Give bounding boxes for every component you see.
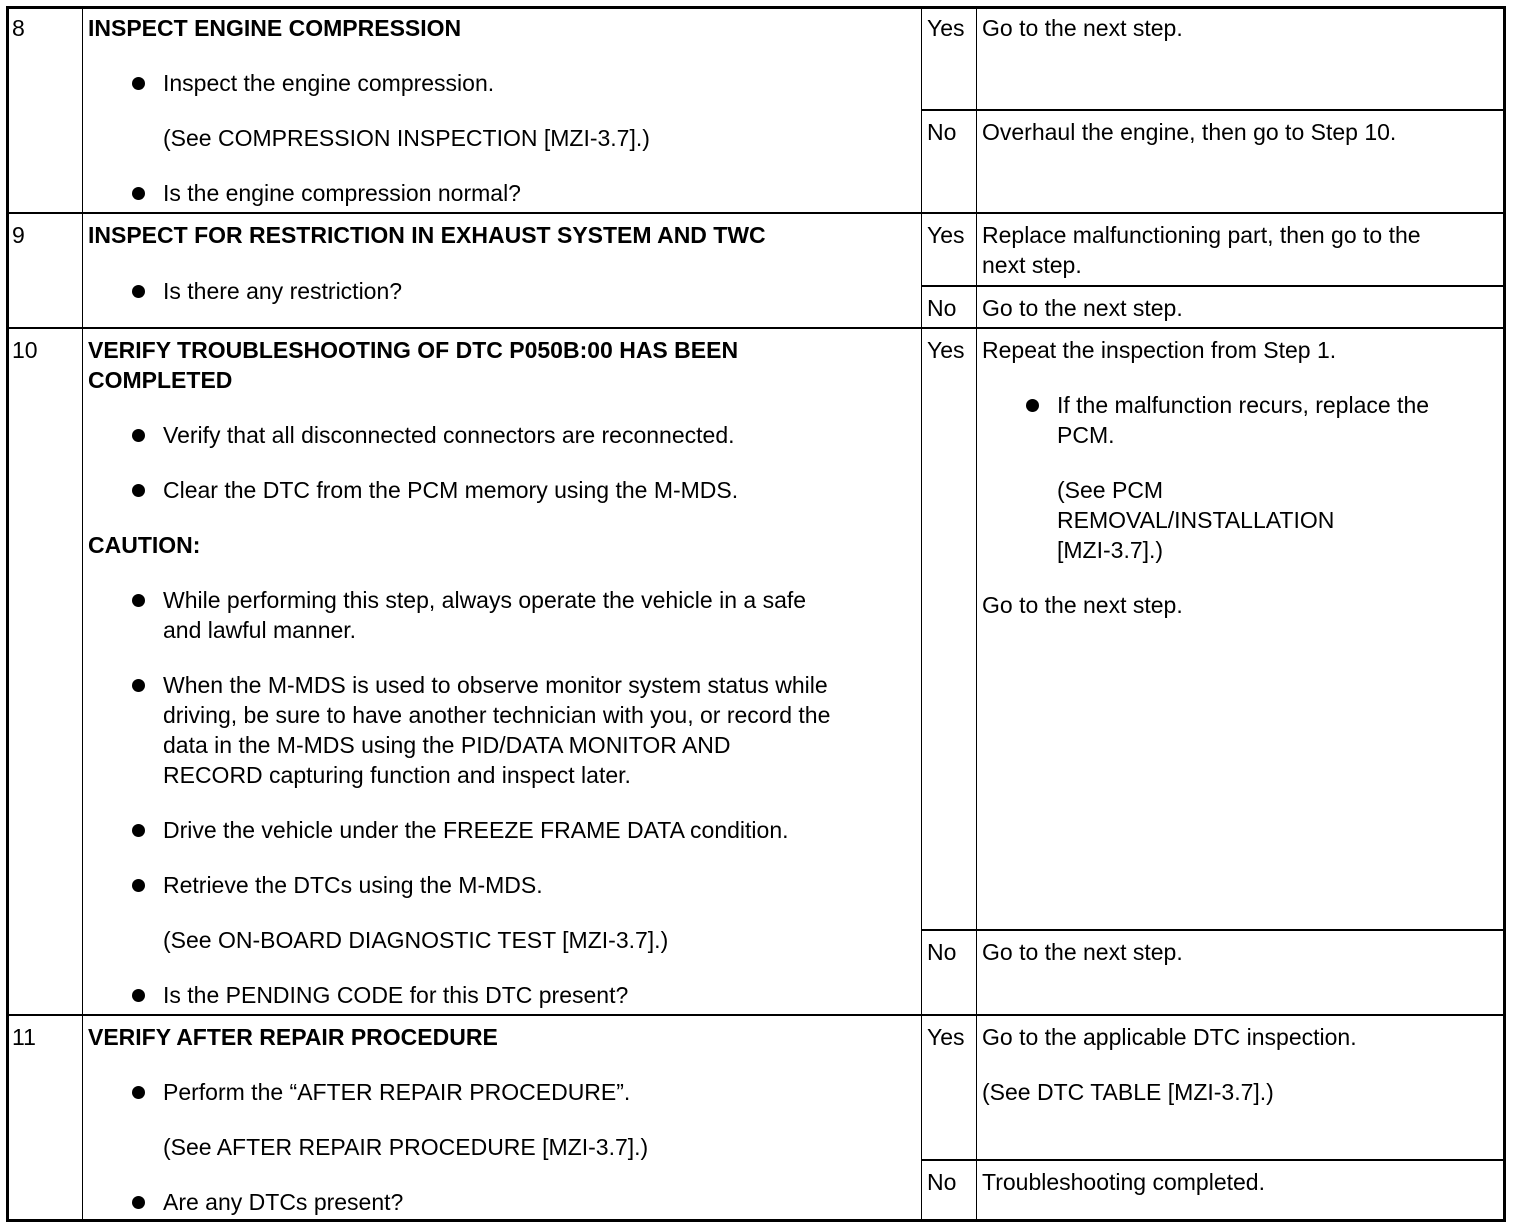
caution-item: driving, be sure to have another technician with you, or record the [163,702,831,728]
bullet-icon [1026,399,1039,412]
step-item: Verify that all disconnected connectors are reconnected. [163,422,735,448]
yes-action: Replace malfunctioning part, then go to the [982,222,1421,248]
yes-label: Yes [927,1024,965,1050]
yes-reference: REMOVAL/INSTALLATION [1057,507,1335,533]
bullet-icon [132,594,145,607]
yes-label: Yes [927,15,965,41]
divider-num-col [82,8,83,1221]
step-number: 11 [12,1024,36,1050]
bullet-icon [132,77,145,90]
divider-step-col [921,8,922,1221]
yes-no-separator [922,109,1505,111]
yes-no-separator [922,929,1505,931]
row-separator [8,212,1505,214]
caution-item: and lawful manner. [163,617,357,643]
yes-action: Go to the next step. [982,592,1183,618]
bullet-icon [132,1086,145,1099]
step-number: 9 [12,222,25,248]
no-action: Go to the next step. [982,295,1183,321]
yes-label: Yes [927,337,965,363]
no-label: No [927,1169,957,1195]
yes-action-bullet: PCM. [1057,422,1115,448]
step-reference: (See AFTER REPAIR PROCEDURE [MZI-3.7].) [163,1134,649,1160]
step-title: COMPLETED [88,367,233,393]
step-item: Inspect the engine compression. [163,70,495,96]
yes-no-separator [922,285,1505,287]
bullet-icon [132,429,145,442]
caution-item: data in the M-MDS using the PID/DATA MONITOR AND [163,732,731,758]
yes-reference: [MZI-3.7].) [1057,537,1164,563]
step-question: Are any DTCs present? [163,1189,404,1215]
bullet-icon [132,484,145,497]
yes-label: Yes [927,222,965,248]
no-label: No [927,295,957,321]
caution-item: When the M-MDS is used to observe monitor system status while [163,672,828,698]
yes-no-separator [922,1159,1505,1161]
step-question: Is the engine compression normal? [163,180,521,206]
divider-answer-col [976,8,977,1221]
caution-item: RECORD capturing function and inspect later. [163,762,631,788]
no-action: Go to the next step. [982,939,1183,965]
yes-action: next step. [982,252,1082,278]
step-title: VERIFY TROUBLESHOOTING OF DTC P050B:00 HAS BEEN [88,337,739,363]
step-title: INSPECT FOR RESTRICTION IN EXHAUST SYSTEM AND TWC [88,222,766,248]
step-item: Perform the “AFTER REPAIR PROCEDURE”. [163,1079,631,1105]
step-item: Retrieve the DTCs using the M-MDS. [163,872,543,898]
step-item: Clear the DTC from the PCM memory using the M-MDS. [163,477,739,503]
step-item: Drive the vehicle under the FREEZE FRAME DATA condition. [163,817,789,843]
no-action: Overhaul the engine, then go to Step 10. [982,119,1397,145]
no-label: No [927,939,957,965]
yes-action: Go to the applicable DTC inspection. [982,1024,1357,1050]
step-question: Is there any restriction? [163,278,403,304]
step-title: VERIFY AFTER REPAIR PROCEDURE [88,1024,498,1050]
step-number: 8 [12,15,25,41]
bullet-icon [132,879,145,892]
bullet-icon [132,1196,145,1209]
yes-action-bullet: If the malfunction recurs, replace the [1057,392,1430,418]
yes-reference: (See DTC TABLE [MZI-3.7].) [982,1079,1274,1105]
yes-reference: (See PCM [1057,477,1164,503]
row-separator [8,1014,1505,1016]
no-label: No [927,119,957,145]
step-title: INSPECT ENGINE COMPRESSION [88,15,462,41]
yes-action: Repeat the inspection from Step 1. [982,337,1337,363]
no-action: Troubleshooting completed. [982,1169,1265,1195]
yes-action: Go to the next step. [982,15,1183,41]
step-reference: (See COMPRESSION INSPECTION [MZI-3.7].) [163,125,650,151]
bullet-icon [132,989,145,1002]
step-number: 10 [12,337,38,363]
row-separator [8,327,1505,329]
bullet-icon [132,285,145,298]
caution-heading: CAUTION: [88,532,201,558]
step-question: Is the PENDING CODE for this DTC present? [163,982,629,1008]
bullet-icon [132,679,145,692]
step-reference: (See ON-BOARD DIAGNOSTIC TEST [MZI-3.7].) [163,927,669,953]
bullet-icon [132,824,145,837]
caution-item: While performing this step, always operate the vehicle in a safe [163,587,807,613]
bullet-icon [132,187,145,200]
